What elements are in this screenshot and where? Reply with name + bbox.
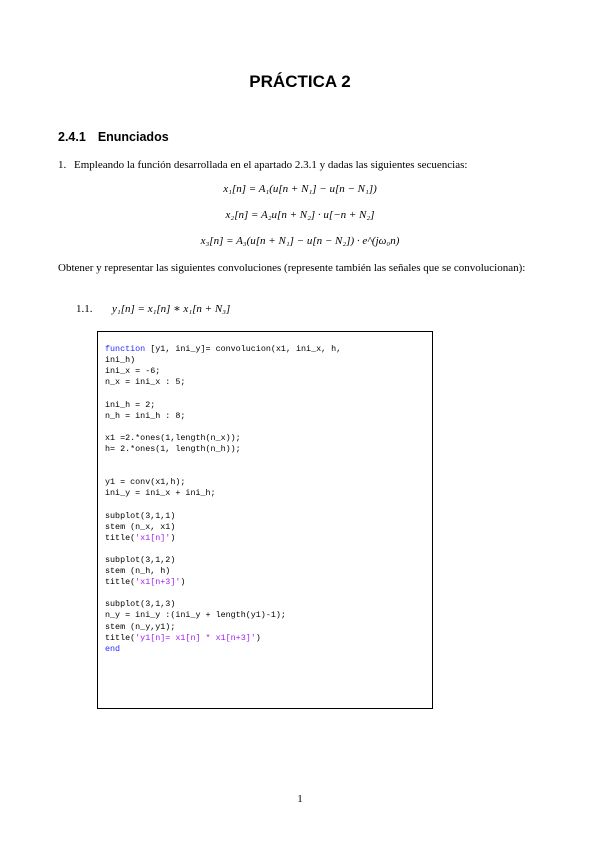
- code-line: stem (n_h, h): [105, 566, 171, 576]
- code-line: title('x1[n]'): [105, 532, 176, 543]
- code-line: h= 2.*ones(1, length(n_h));: [105, 443, 241, 454]
- list-item-1: [58, 159, 467, 171]
- section-heading: [58, 130, 169, 144]
- code-line: title('y1[n]= x1[n] * x1[n+3]'): [105, 632, 261, 643]
- sub-item-number: 1.1.: [76, 303, 93, 315]
- code-line: stem (n_y,y1);: [105, 621, 176, 632]
- code-line: ini_y = ini_x + ini_h;: [105, 488, 216, 499]
- code-line: function [y1, ini_y]= convolucion(x1, ini_x, h,: [105, 344, 342, 354]
- sub-item-1-1: [76, 302, 230, 315]
- code-line: subplot(3,1,3): [105, 599, 176, 610]
- code-line: y1 = conv(x1,h);: [105, 477, 186, 488]
- sub-item-formula: y₁[n] = x₁[n] ∗ x₁[n + N₃]: [112, 303, 231, 315]
- code-line: n_h = ini_h : 8;: [105, 410, 186, 421]
- code-line: x1 =2.*ones(1,length(n_x));: [105, 432, 241, 443]
- code-line: title('x1[n+3]'): [105, 577, 186, 588]
- code-line: subplot(3,1,2): [105, 554, 176, 565]
- page-number: 1: [297, 793, 303, 805]
- page-title: PRÁCTICA 2: [249, 72, 351, 91]
- code-line: end: [105, 643, 121, 654]
- instruction-paragraph: Obtener y representar las siguientes convoluciones (represente también las señales que se convolucionan):: [58, 262, 526, 274]
- equation-x1: x₁[n] = A₁(u[n + N₁] − u[n − N₁]): [223, 183, 377, 195]
- code-line: ini_x = -6;: [105, 366, 161, 377]
- code-line: ini_h): [105, 355, 136, 366]
- code-line: subplot(3,1,1): [105, 510, 176, 521]
- list-item-text: Empleando la función desarrollada en el apartado 2.3.1 y dadas las siguientes secuencias:: [74, 159, 468, 171]
- list-item-number: 1.: [58, 159, 67, 171]
- code-line: ini_h = 2;: [105, 399, 156, 410]
- section-title: Enunciados: [97, 130, 169, 144]
- equation-x2: x₂[n] = A₂u[n + N₂] · u[−n + N₂]: [225, 209, 375, 221]
- code-line: n_x = ini_x : 5;: [105, 377, 186, 388]
- code-listing: [97, 331, 433, 709]
- equation-x3: x₃[n] = A₃(u[n + N₁] − u[n − N₂]) · e^(jω₀n): [200, 235, 400, 247]
- code-line: n_y = ini_y :(ini_y + length(y1)-1);: [105, 610, 286, 621]
- code-line: stem (n_x, x1): [105, 521, 176, 532]
- section-number: 2.4.1: [58, 130, 86, 144]
